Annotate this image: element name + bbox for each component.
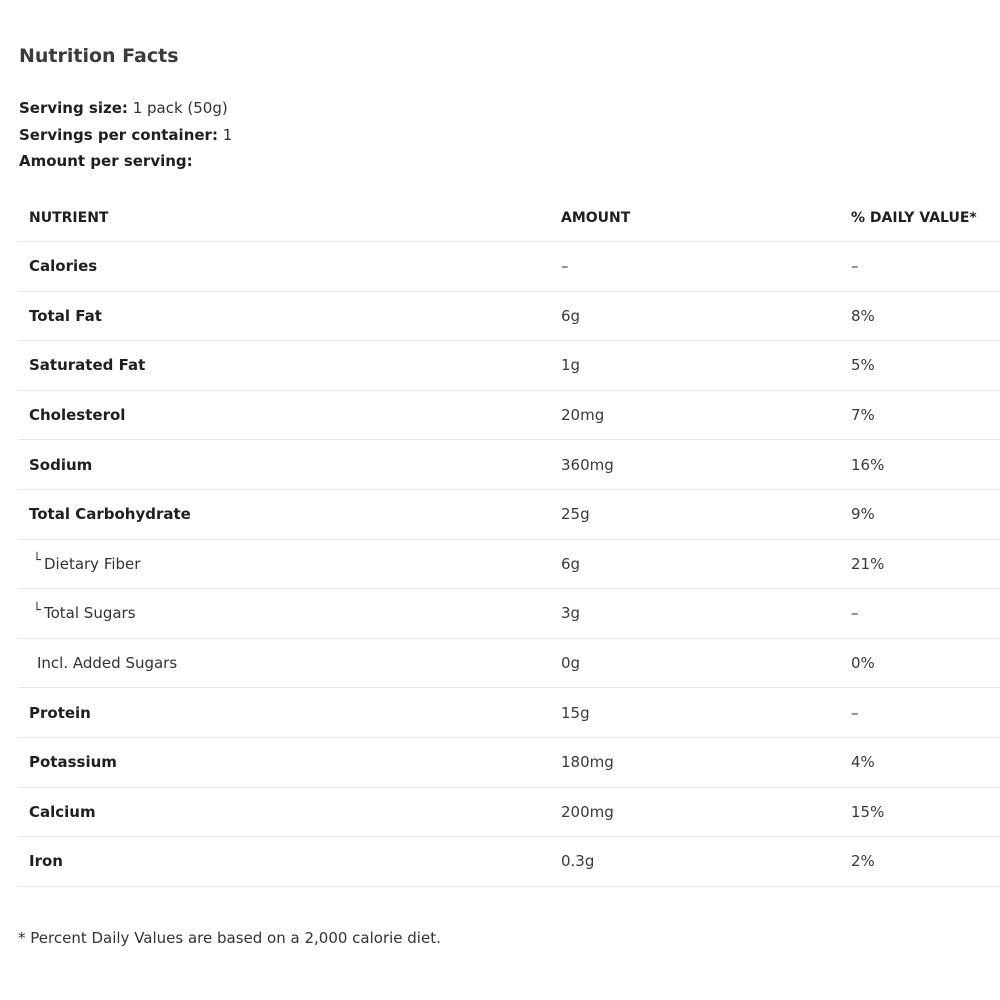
amount-per-serving-label: Amount per serving: [19, 152, 193, 170]
nutrient-amount: 6g [561, 554, 581, 573]
table-row-saturated-fat [18, 341, 1000, 391]
nutrient-daily-value: 7% [851, 406, 875, 425]
nutrient-name-cell [29, 589, 136, 638]
nutrient-name: Saturated Fat [29, 356, 146, 375]
nutrient-name: Incl. Added Sugars [37, 654, 178, 673]
nutrient-daily-value: – [851, 703, 859, 722]
nutrient-daily-value: 4% [851, 753, 875, 772]
nutrient-daily-value: – [851, 257, 859, 276]
nutrient-daily-value: 16% [851, 455, 885, 474]
nutrient-name: Iron [29, 852, 63, 871]
serving-size-value: 1 pack (50g) [132, 99, 228, 117]
nutrient-amount: 360mg [561, 455, 614, 474]
nutrient-name: Potassium [29, 753, 117, 772]
daily-value-footnote: * Percent Daily Values are based on a 2,000 calorie diet. [18, 929, 441, 947]
table-row-potassium [18, 738, 1000, 788]
nutrient-name-cell [29, 540, 140, 589]
nutrient-name: Sodium [29, 455, 93, 474]
table-row-total-carbohydrate [18, 490, 1000, 540]
nutrient-daily-value: 9% [851, 505, 875, 524]
nutrient-daily-value: – [851, 604, 859, 623]
table-row-sodium [18, 440, 1000, 490]
nutrient-amount: 15g [561, 703, 590, 722]
nutrient-name: Protein [29, 703, 91, 722]
table-row-total-sugars [18, 589, 1000, 639]
nutrient-amount: 180mg [561, 753, 614, 772]
header-nutrient: NUTRIENT [29, 209, 109, 226]
nutrient-amount: 0g [561, 654, 581, 673]
table-row-calcium [18, 788, 1000, 838]
table-row-added-sugars [18, 639, 1000, 689]
serving-info [19, 95, 232, 175]
nutrient-daily-value: 8% [851, 306, 875, 325]
nutrient-name: Total Carbohydrate [29, 505, 191, 524]
amount-per-serving-line [19, 148, 232, 175]
nutrient-name: Total Fat [29, 306, 102, 325]
servings-per-container-line [19, 122, 232, 149]
table-row-cholesterol [18, 391, 1000, 441]
nutrient-amount: 20mg [561, 406, 605, 425]
table-row-protein [18, 688, 1000, 738]
servings-per-container-label: Servings per container: [19, 125, 218, 144]
nutrient-daily-value: 21% [851, 554, 885, 573]
nutrient-name: Calcium [29, 802, 96, 821]
header-daily-value: % DAILY VALUE* [851, 209, 977, 226]
serving-size-label: Serving size: [19, 99, 128, 117]
nutrient-daily-value: 0% [851, 654, 875, 673]
page-title: Nutrition Facts [19, 45, 179, 67]
nutrient-name: Cholesterol [29, 406, 126, 425]
nutrient-table [18, 194, 1000, 887]
table-row-iron [18, 837, 1000, 887]
nutrient-amount: 0.3g [561, 852, 595, 871]
servings-per-container-value: 1 [222, 125, 233, 144]
sub-item-marker-icon: └ [33, 553, 41, 569]
nutrient-amount: 1g [561, 356, 581, 375]
nutrient-name: Total Sugars [44, 604, 136, 623]
table-header-row [18, 194, 1000, 242]
nutrient-name: Dietary Fiber [44, 554, 141, 573]
nutrient-amount: 6g [561, 306, 581, 325]
nutrient-amount: 3g [561, 604, 581, 623]
nutrient-daily-value: 5% [851, 356, 875, 375]
nutrient-amount: 25g [561, 505, 590, 524]
table-row-calories [18, 242, 1000, 292]
serving-size-line [19, 95, 232, 122]
nutrient-amount: – [561, 257, 569, 276]
nutrient-name: Calories [29, 257, 98, 276]
nutrient-daily-value: 15% [851, 802, 885, 821]
header-amount: AMOUNT [561, 209, 631, 226]
nutrient-daily-value: 2% [851, 852, 875, 871]
sub-item-marker-icon: └ [33, 602, 41, 618]
table-row-dietary-fiber [18, 540, 1000, 590]
nutrient-amount: 200mg [561, 802, 614, 821]
table-row-total-fat [18, 292, 1000, 342]
